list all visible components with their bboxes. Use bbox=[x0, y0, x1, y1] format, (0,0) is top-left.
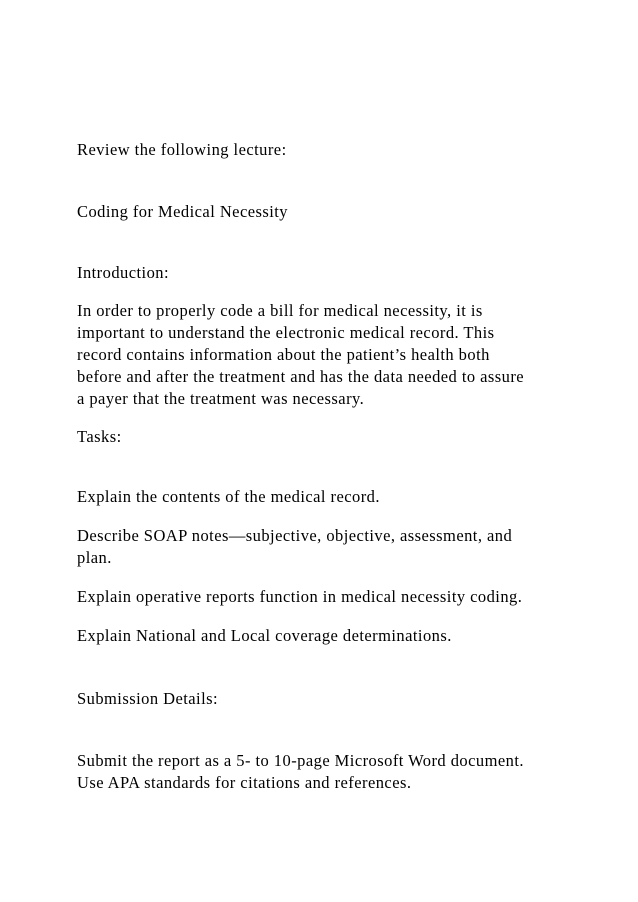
task-item: Explain operative reports function in medical necessity coding. bbox=[77, 587, 523, 606]
introduction-heading: Introduction: bbox=[77, 263, 169, 282]
submission-heading: Submission Details: bbox=[77, 689, 219, 708]
lecture-title: Coding for Medical Necessity bbox=[77, 202, 289, 221]
intro-line: Review the following lecture: bbox=[77, 140, 287, 159]
tasks-heading: Tasks: bbox=[77, 427, 122, 446]
task-item: Explain the contents of the medical record. bbox=[77, 487, 380, 506]
introduction-line: a payer that the treatment was necessary. bbox=[77, 389, 365, 408]
task-item: Describe SOAP notes—subjective, objective, assessment, and bbox=[77, 526, 513, 545]
submission-line: Use APA standards for citations and references. bbox=[77, 773, 412, 792]
introduction-line: In order to properly code a bill for medical necessity, it is bbox=[77, 301, 483, 320]
task-item-continuation: plan. bbox=[77, 548, 112, 567]
introduction-line: record contains information about the patient’s health both bbox=[77, 345, 490, 364]
submission-line: Submit the report as a 5- to 10-page Microsoft Word document. bbox=[77, 751, 524, 770]
task-item: Explain National and Local coverage determinations. bbox=[77, 626, 452, 645]
introduction-line: before and after the treatment and has the data needed to assure bbox=[77, 367, 525, 386]
introduction-line: important to understand the electronic medical record. This bbox=[77, 323, 495, 342]
